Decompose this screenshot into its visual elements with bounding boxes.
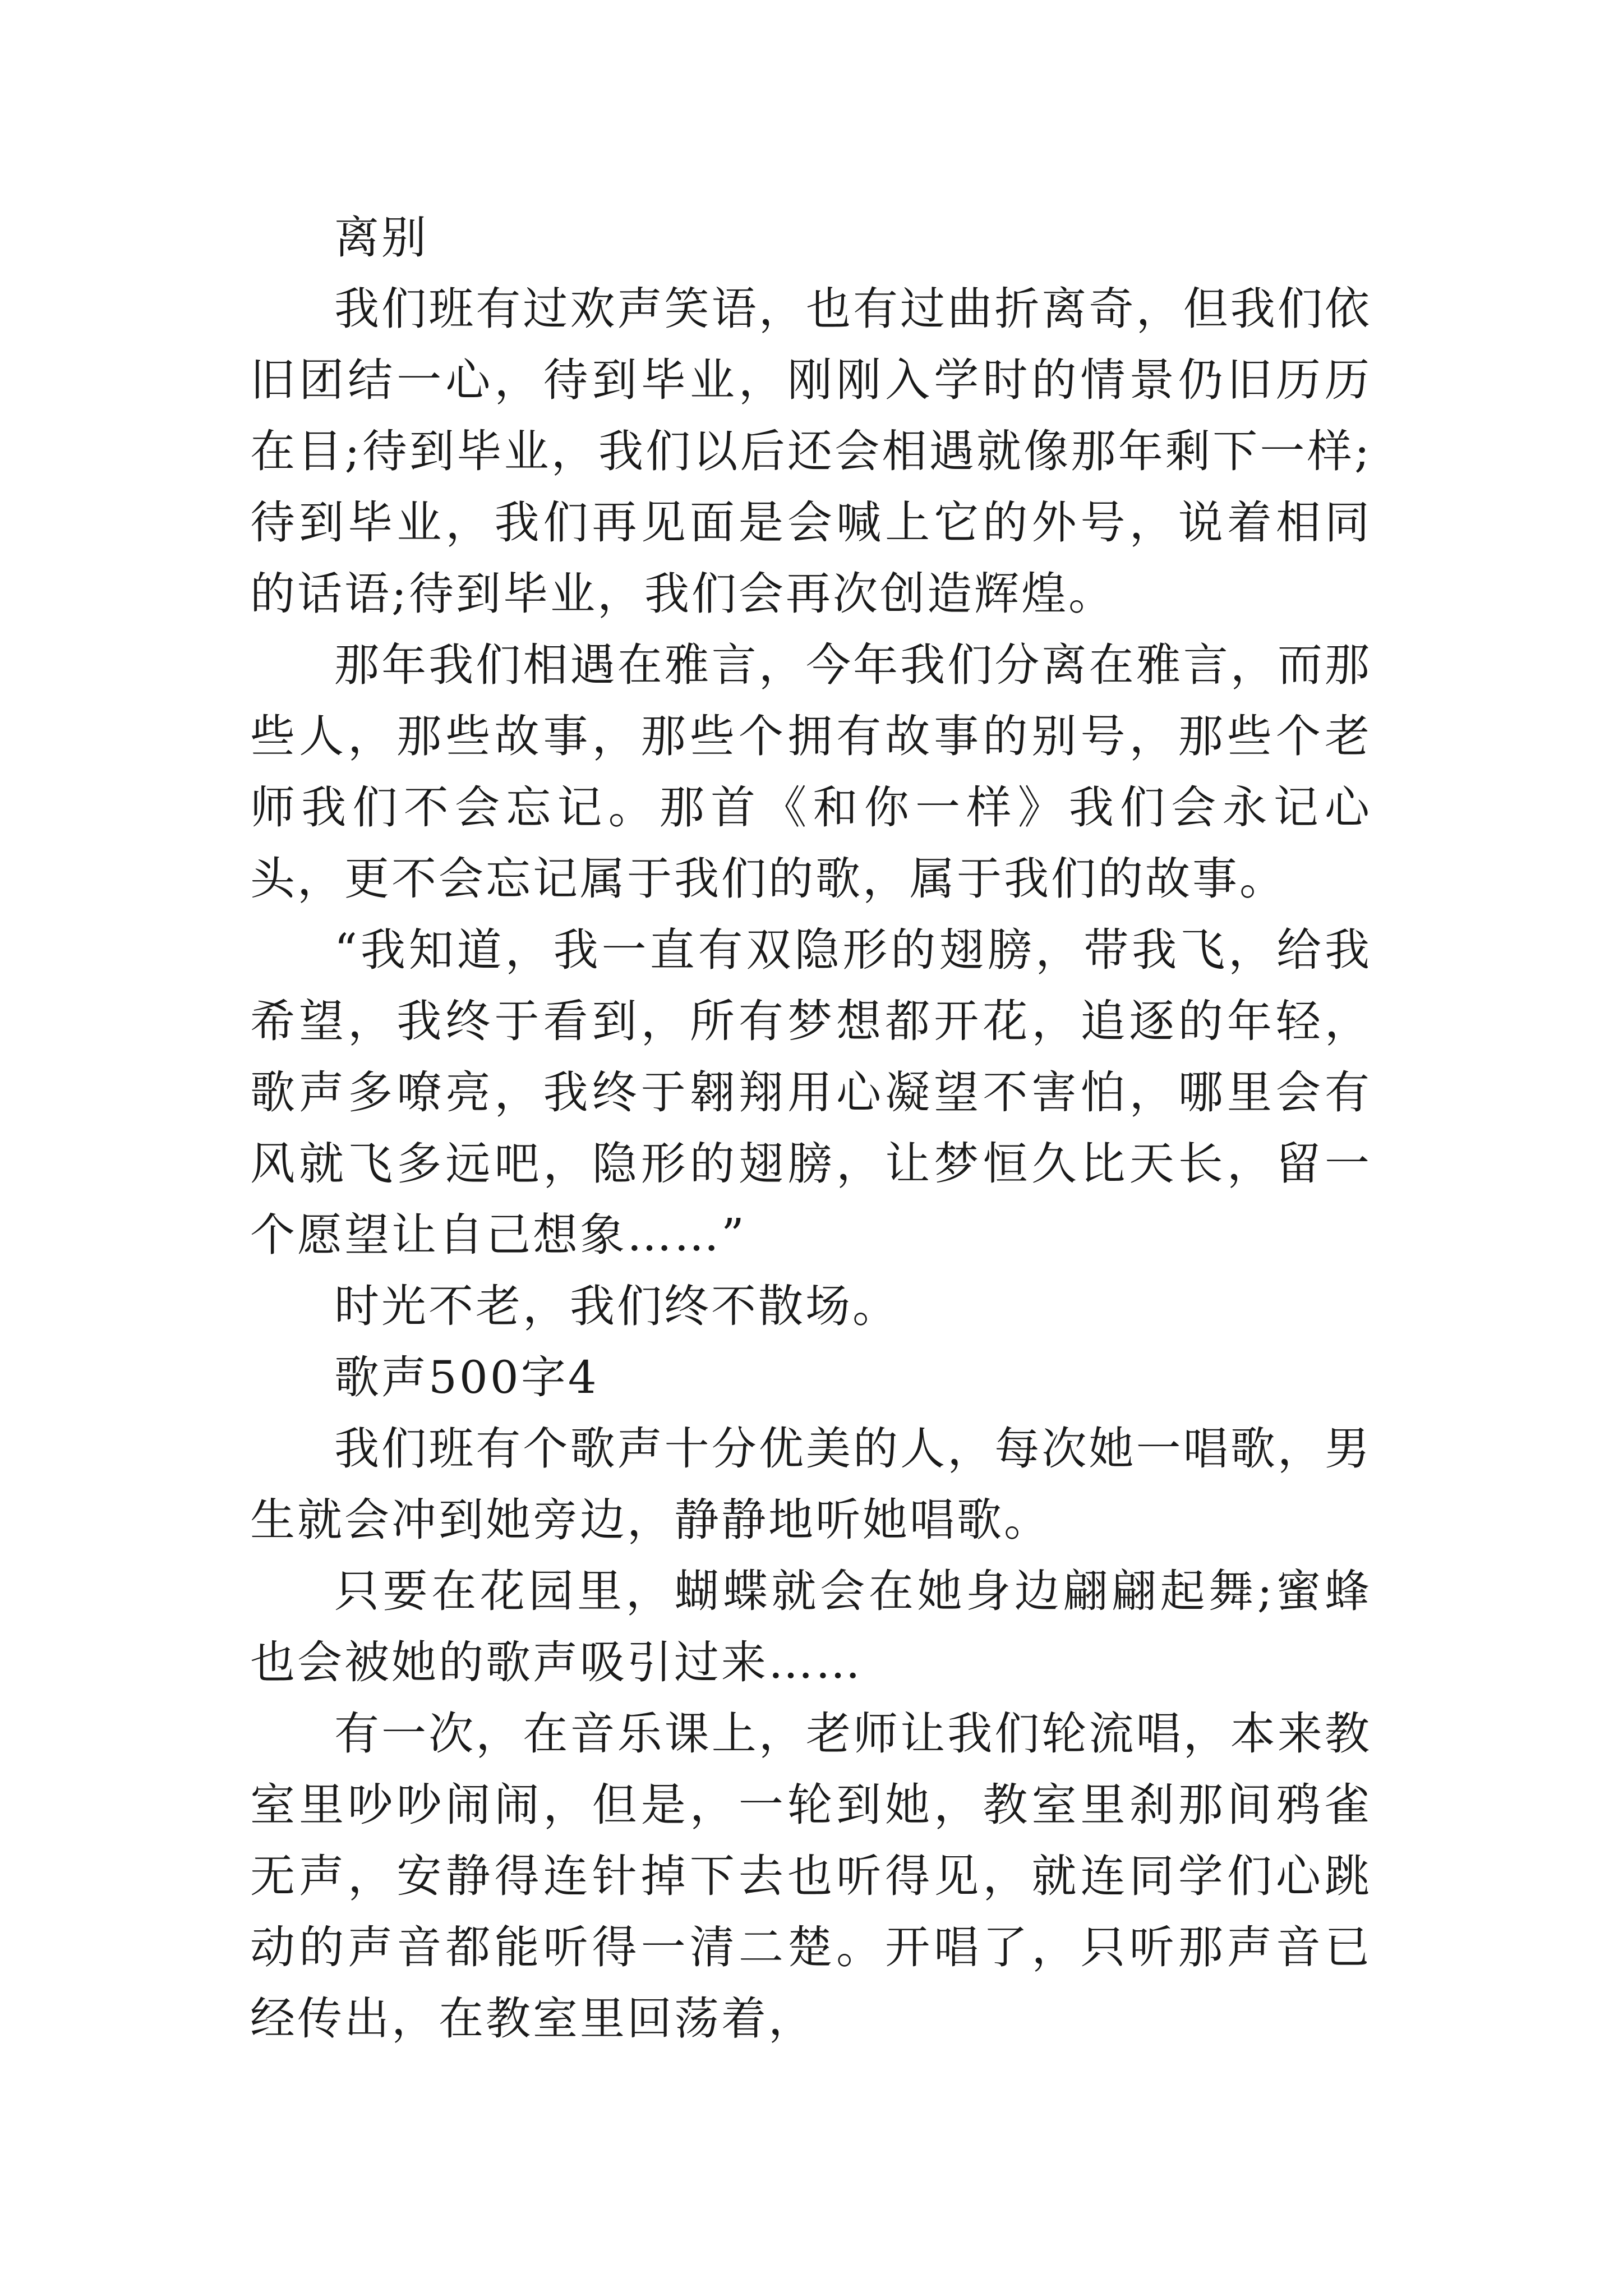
paragraph: 时光不老，我们终不散场。 xyxy=(334,1280,900,1332)
paragraph: 只要在花园里，蝴蝶就会在她身边翩翩起舞;蜜蜂也会被她的歌声吸引过来…… xyxy=(250,1565,1372,1688)
paragraph: 我们班有过欢声笑语，也有过曲折离奇，但我们依旧团结一心，待到毕业，刚刚入学时的情景仍旧历历在目;待到毕业，我们以后还会相遇就像那年剩下一样;待到毕业，我们再见面是会喊上它的外号，说着相同的话语;待到毕业，我们会再次创造辉煌。 xyxy=(250,283,1372,620)
paragraph: 我们班有个歌声十分优美的人，每次她一唱歌，男生就会冲到她旁边，静静地听她唱歌。 xyxy=(250,1423,1372,1546)
section-title: 歌声500字4 xyxy=(334,1351,599,1404)
document-body xyxy=(250,202,1372,2054)
paragraph: 有一次，在音乐课上，老师让我们轮流唱，本来教室里吵吵闹闹，但是，一轮到她，教室里刹那间鸦雀无声，安静得连针掉下去也听得见，就连同学们心跳动的声音都能听得一清二楚。开唱了，只听那声音已经传出，在教室里回荡着， xyxy=(250,1708,1372,2045)
paragraph: 那年我们相遇在雅言，今年我们分离在雅言，而那些人，那些故事，那些个拥有故事的别号，那些个老师我们不会忘记。那首《和你一样》我们会永记心头，更不会忘记属于我们的歌，属于我们的故事。 xyxy=(250,639,1372,905)
section-title: 离别 xyxy=(334,211,428,264)
quoted-lyrics-paragraph: “我知道，我一直有双隐形的翅膀，带我飞，给我希望，我终于看到，所有梦想都开花，追逐的年轻，歌声多嘹亮，我终于翱翔用心凝望不害怕，哪里会有风就飞多远吧，隐形的翅膀，让梦恒久比天长，留一个愿望让自己想象……” xyxy=(250,924,1372,1261)
